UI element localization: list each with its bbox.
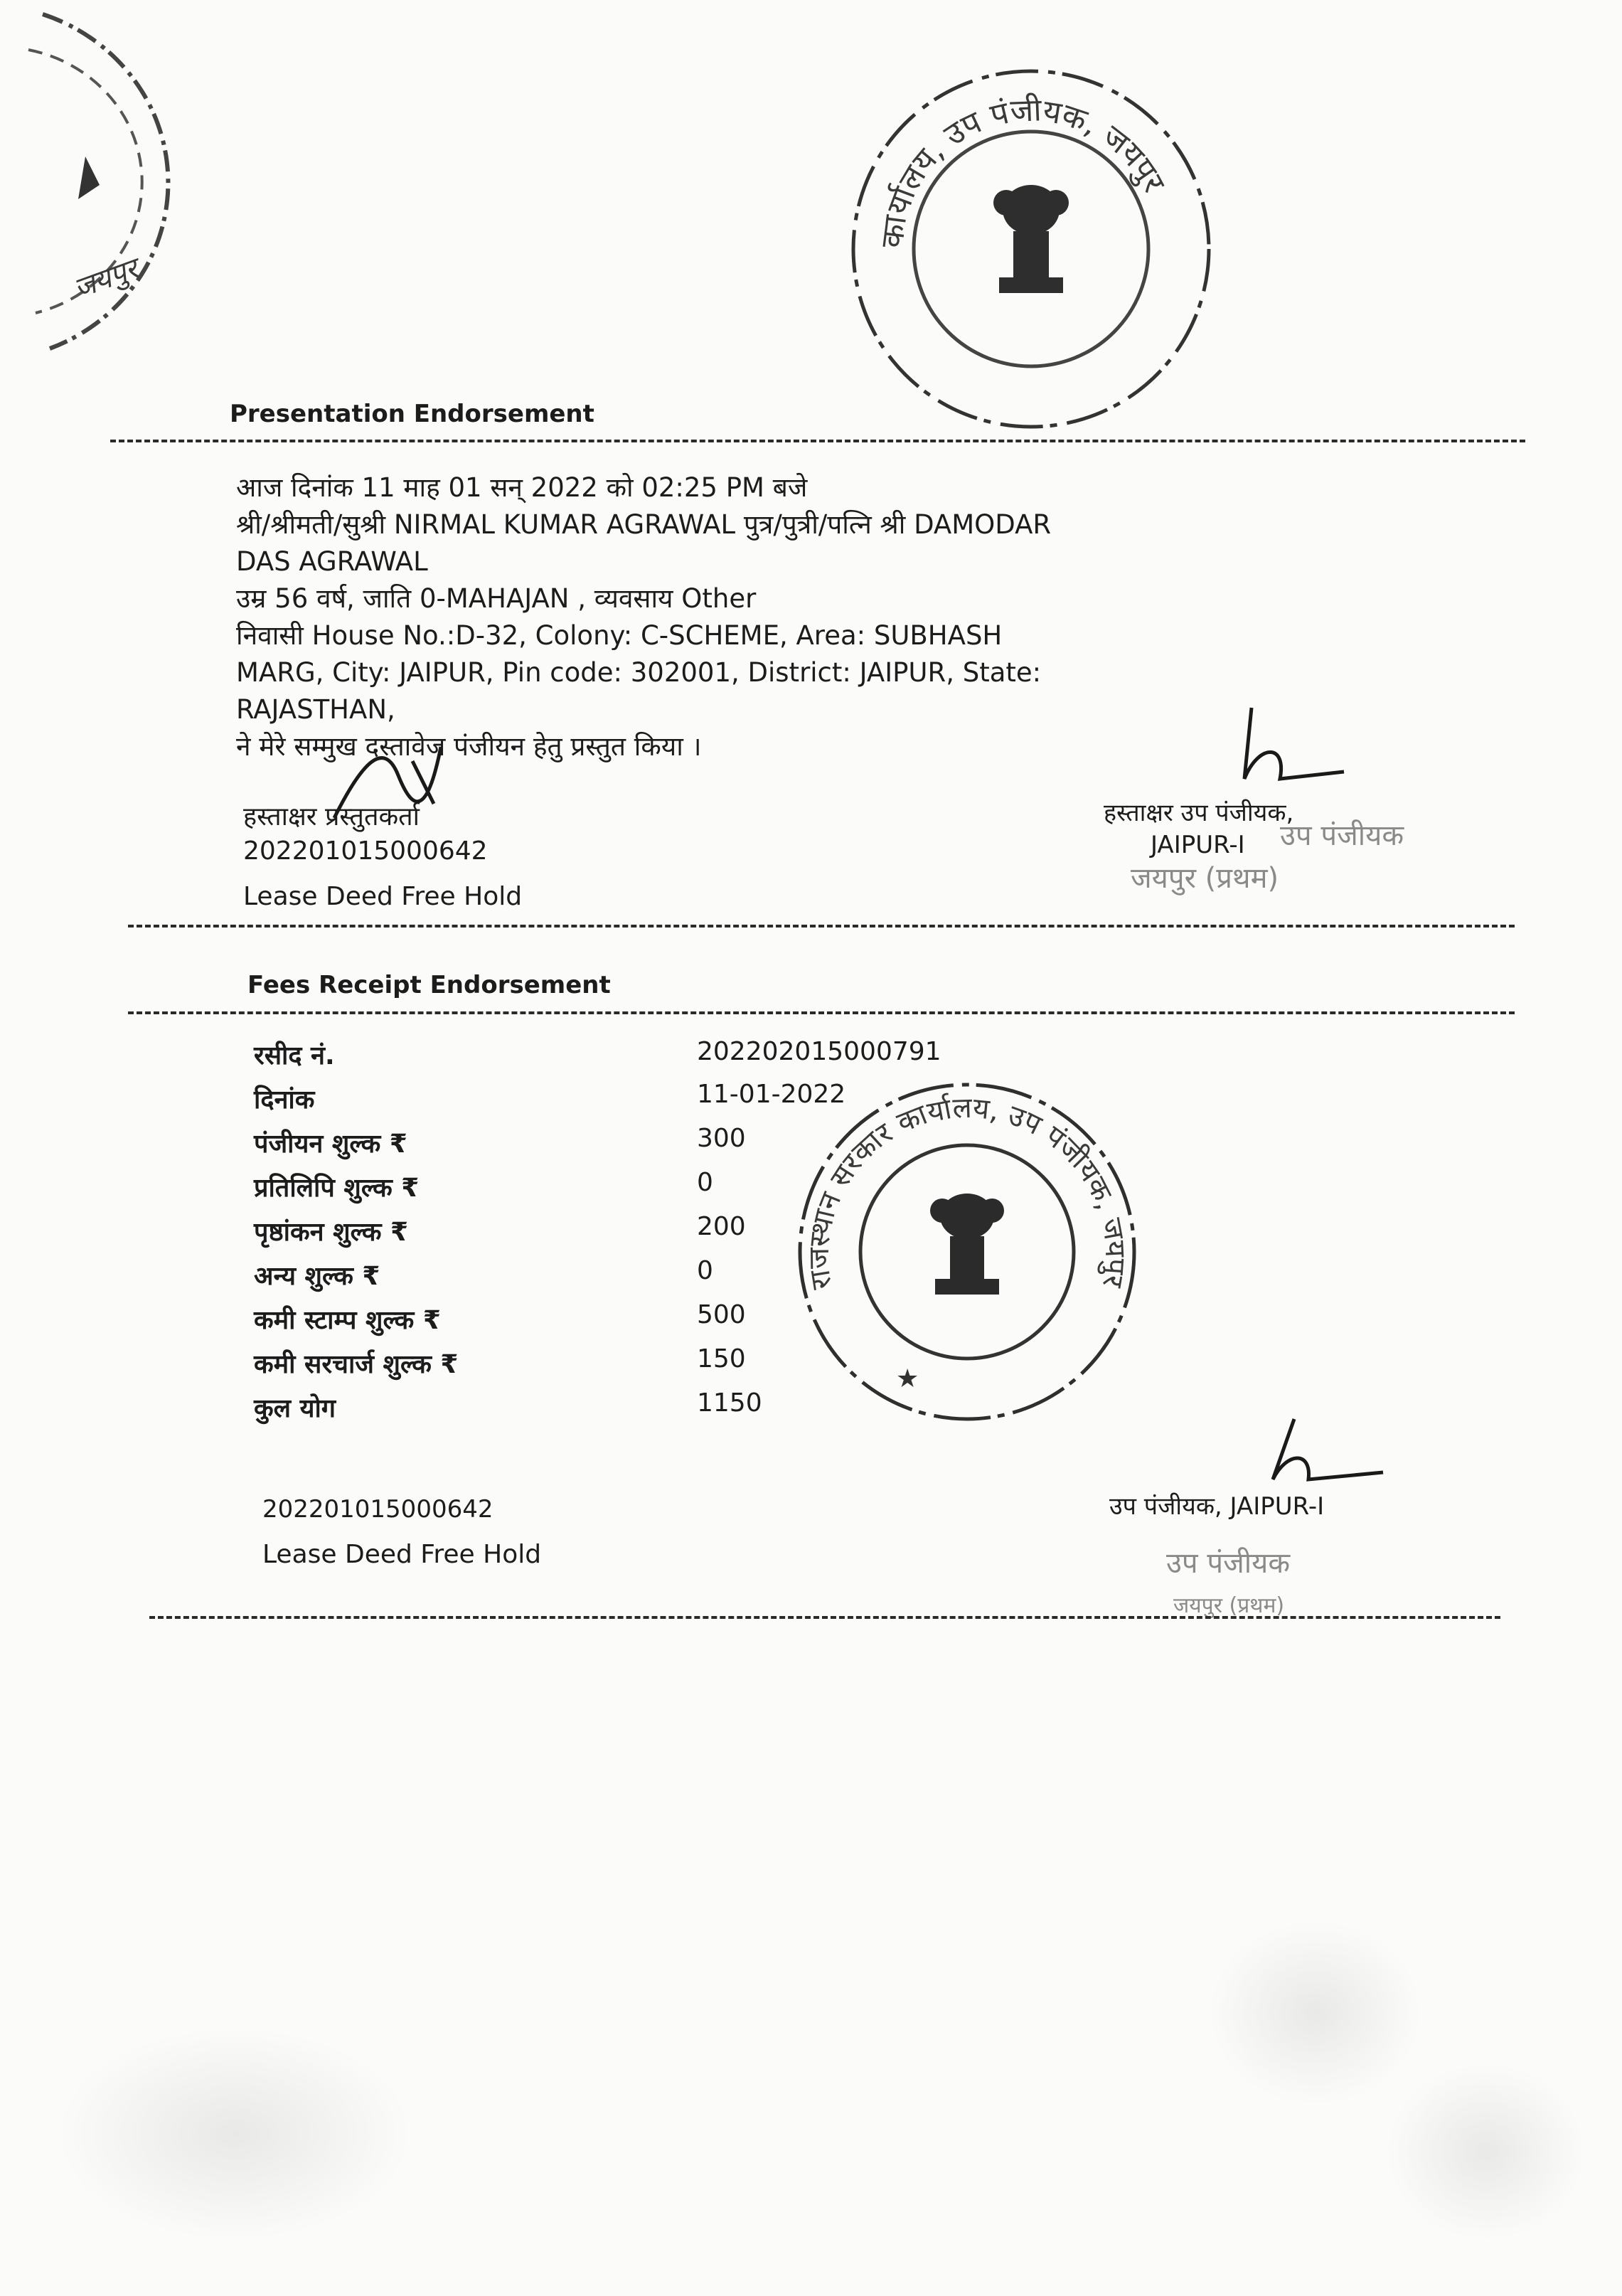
presentation-line: श्री/श्रीमती/सुश्री NIRMAL KUMAR AGRAWAL पुत्र/पुत्री/पत्नि श्री DAMODAR [236,509,1052,540]
fee-label: कमी सरचार्ज शुल्क ₹ [254,1350,459,1379]
fee-label: रसीद नं. [254,1041,335,1070]
fee-value: 0 [697,1256,713,1285]
stamp-line: जयपुर (प्रथम) [1173,1593,1285,1618]
stamp-line: उप पंजीयक [1280,819,1404,852]
svg-text:जयपुर: जयपुर [69,252,142,306]
fee-value: 202202015000791 [697,1037,941,1066]
star-icon: ★ [896,1364,919,1393]
document-type: Lease Deed Free Hold [243,882,523,911]
fee-label: दिनांक [254,1085,315,1115]
fee-value: 0 [697,1168,713,1197]
fee-label: पृष्ठांकन शुल्क ₹ [254,1218,409,1247]
stamp-line: जयपुर (प्रथम) [1131,862,1279,895]
emblem-icon [993,185,1069,293]
fee-label: प्रतिलिपि शुल्क ₹ [254,1174,420,1203]
stamp-line: उप पंजीयक [1166,1547,1291,1580]
fee-value: 200 [697,1212,746,1241]
presentation-line: आज दिनांक 11 माह 01 सन् 2022 को 02:25 PM बजे [236,472,808,503]
partial-seal-top-left [0,0,256,370]
seal-top-center [839,57,1223,441]
fee-value: 11-01-2022 [697,1080,846,1109]
fee-value: 500 [697,1300,746,1329]
fee-label: कमी स्टाम्प शुल्क ₹ [254,1306,441,1335]
fees-heading: Fees Receipt Endorsement [247,971,611,999]
presentation-line: उम्र 56 वर्ष, जाति 0-MAHAJAN , व्यवसाय Other [236,583,757,614]
presentation-line: निवासी House No.:D-32, Colony: C-SCHEME, Area: SUBHASH [236,620,1003,651]
emblem-icon [930,1194,1004,1295]
svg-text:राजस्थान सरकार कार्यालय, उप पं: राजस्थान सरकार कार्यालय, उप पंजीयक, जयपुर [802,1091,1132,1292]
fee-label: कुल योग [254,1394,336,1423]
registrar-office: JAIPUR-I [1151,831,1245,859]
registrar-sign-label: हस्ताक्षर उप पंजीयक, [1104,799,1294,827]
divider [110,440,1525,442]
fee-value: 300 [697,1124,746,1153]
presentation-line: DAS AGRAWAL [236,546,428,577]
registrar-signature [1244,1412,1387,1490]
presentation-line: ने मेरे सम्मुख दस्तावेज पंजीयन हेतु प्रस्तुत किया । [236,731,702,762]
presentation-line: RAJASTHAN, [236,694,395,725]
presenter-sign-label: हस्ताक्षर प्रस्तुतकर्ता [243,802,420,831]
divider [128,1011,1515,1014]
registrar-label: उप पंजीयक, JAIPUR-I [1109,1492,1325,1521]
presentation-heading: Presentation Endorsement [230,400,594,428]
registrar-signature [1223,701,1351,793]
document-number: 202201015000642 [262,1495,493,1524]
document-number: 202201015000642 [243,836,488,866]
svg-text:कार्यालय, उप पंजीयक, जयपुर: कार्यालय, उप पंजीयक, जयपुर [873,92,1173,250]
seal-center [789,1074,1145,1430]
fee-value: 150 [697,1344,746,1373]
divider [128,925,1515,928]
fee-value: 1150 [697,1388,762,1418]
presentation-line: MARG, City: JAIPUR, Pin code: 302001, District: JAIPUR, State: [236,657,1042,688]
fee-label: पंजीयन शुल्क ₹ [254,1130,407,1159]
divider [149,1616,1500,1619]
fee-label: अन्य शुल्क ₹ [254,1262,380,1291]
document-type: Lease Deed Free Hold [262,1540,542,1569]
